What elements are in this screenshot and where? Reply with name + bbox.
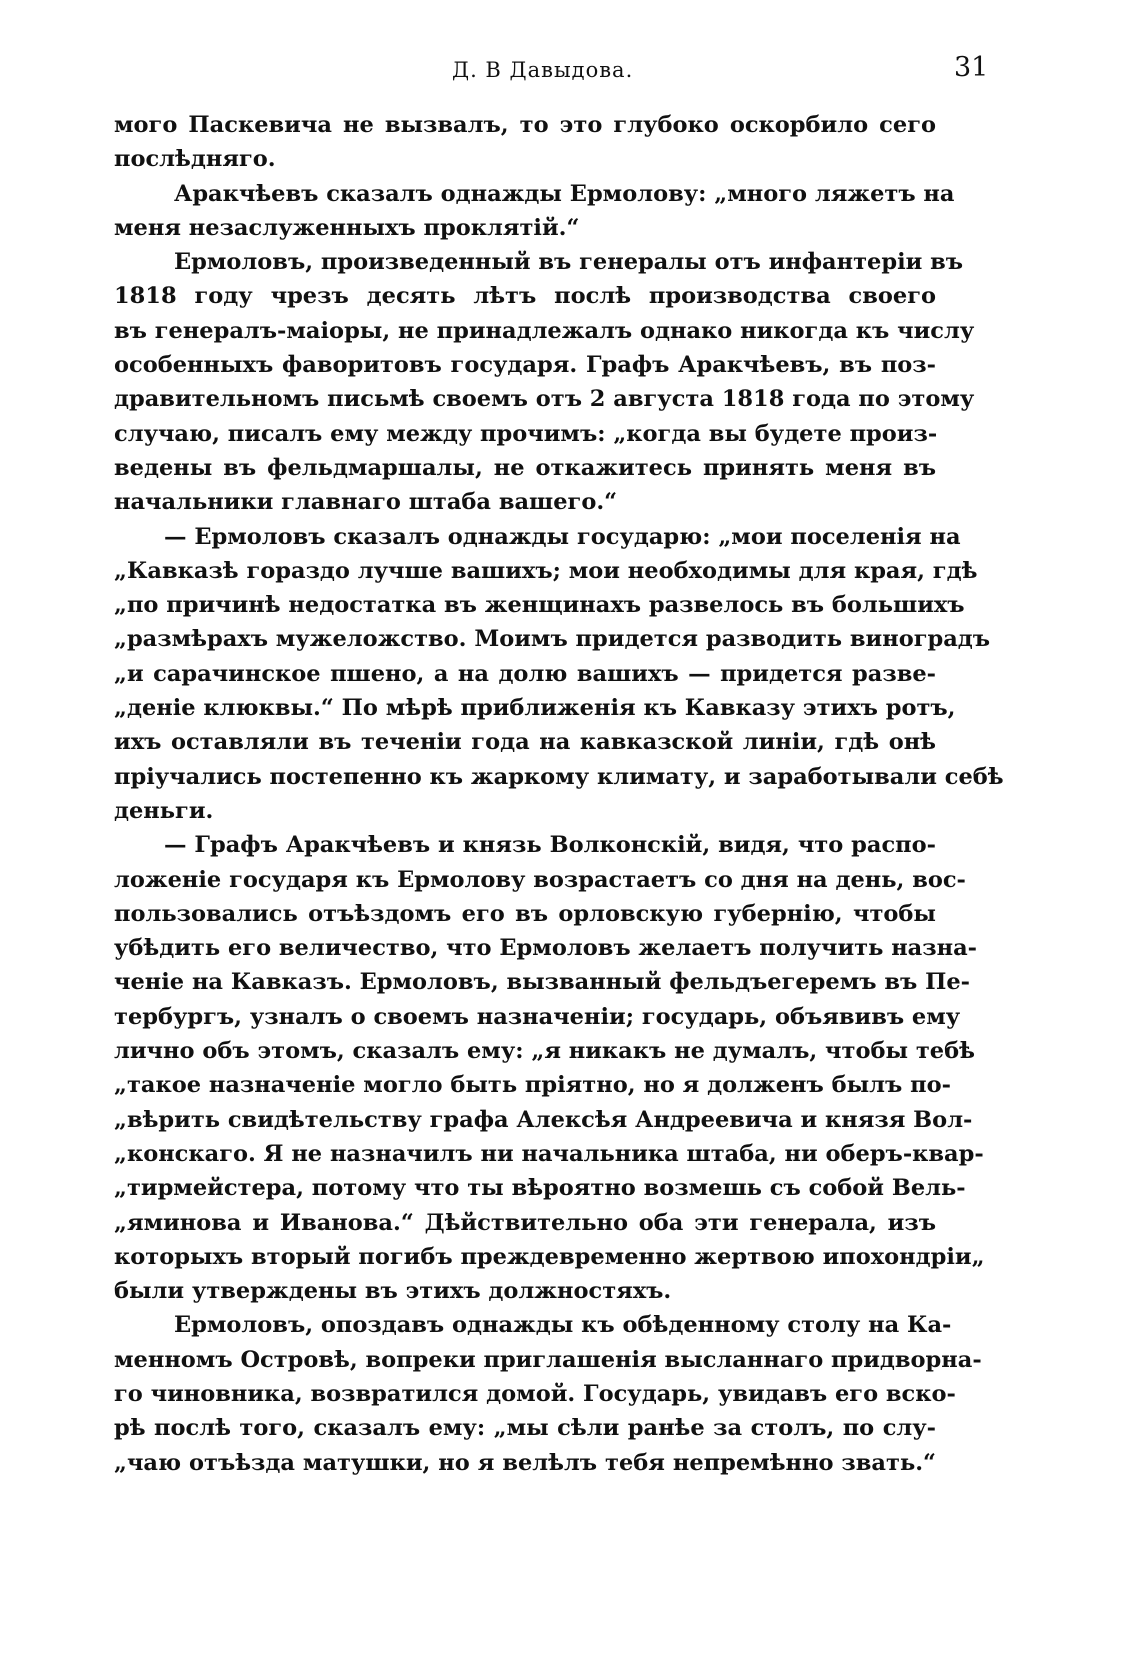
text-line: были утверждены въ этихъ должностяхъ.	[114, 1278, 672, 1305]
paragraph-start-line: Аракчѣевъ сказалъ однажды Ермолову: „много ляжетъ на	[174, 180, 955, 207]
running-title: Д. В Давыдова.	[452, 58, 634, 82]
text-line: случаю, писалъ ему между прочимъ: „когда вы будете произ-	[114, 420, 938, 447]
text-line: ихъ оставляли въ теченіи года на кавказской линіи, гдѣ онѣ	[114, 729, 936, 756]
text-line: „размѣрахъ мужеложство. Моимъ придется разводить виноградъ	[114, 626, 991, 653]
paragraph-start-line: — Графъ Аракчѣевъ и князь Волконскій, видя, что распо-	[164, 832, 936, 859]
text-line: пользовались отъѣздомъ его въ орловскую губернію, чтобы	[114, 900, 936, 927]
text-line: „конскаго. Я не назначилъ ни начальника штаба, ни оберъ-квар-	[114, 1140, 984, 1167]
text-line: го чиновника, возвратился домой. Государь, увидавъ его вско-	[114, 1380, 956, 1407]
text-line: лично объ этомъ, сказалъ ему: „я никакъ не думалъ, чтобы тебѣ	[114, 1038, 975, 1065]
text-line: меня незаслуженныхъ проклятій.“	[114, 214, 580, 241]
paragraph-start-line: — Ермоловъ сказалъ однажды государю: „мои поселенія на	[164, 523, 961, 550]
text-line: деньги.	[114, 797, 214, 824]
text-line: „тирмейстера, потому что ты вѣроятно возмешь съ собой Вель-	[114, 1175, 966, 1202]
text-line: ложеніе государя къ Ермолову возрастаетъ со дня на день, вос-	[114, 866, 966, 893]
text-line: дравительномъ письмѣ своемъ отъ 2 августа 1818 года по этому	[114, 386, 975, 413]
text-line: „деніе клюквы.“ По мѣрѣ приближенія къ Кавказу этихъ ротъ,	[114, 695, 956, 722]
text-line: въ генералъ-маіоры, не принадлежалъ однако никогда къ числу	[114, 317, 975, 344]
text-line: тербургъ, узналъ о своемъ назначеніи; государь, объявивъ ему	[114, 1003, 961, 1030]
text-line: особенныхъ фаворитовъ государя. Графъ Аракчѣевъ, въ поз-	[114, 352, 936, 379]
text-line: „такое назначеніе могло быть пріятно, но я долженъ былъ по-	[114, 1072, 951, 1099]
page-number: 31	[954, 52, 989, 83]
text-line: „Кавказѣ гораздо лучше вашихъ; мои необходимы для края, гдѣ	[114, 557, 978, 584]
text-line: начальники главнаго штаба вашего.“	[114, 489, 618, 516]
text-line: „и сарачинское пшено, а на долю вашихъ — придется разве-	[114, 660, 936, 687]
text-line: „яминова и Иванова.“ Дѣйствительно оба эти генерала, изъ	[114, 1209, 936, 1236]
text-line: „по причинѣ недостатка въ женщинахъ развелось въ большихъ	[114, 592, 965, 619]
paragraph-start-line: Ермоловъ, произведенный въ генералы отъ инфантеріи въ	[174, 249, 964, 276]
text-line: пріучались постепенно къ жаркому климату, и заработывали себѣ	[114, 763, 1004, 790]
text-line: рѣ послѣ того, сказалъ ему: „мы сѣли ранѣе за столъ, по слу-	[114, 1415, 936, 1442]
body-text	[114, 108, 1004, 1480]
paragraph-start-line: Ермоловъ, опоздавъ однажды къ обѣденному столу на Ка-	[174, 1312, 952, 1339]
text-line: послѣдняго.	[114, 146, 276, 173]
text-line: 1818 году чрезъ десять лѣтъ послѣ производства своего	[114, 283, 936, 310]
text-line: ченіе на Кавказъ. Ермоловъ, вызванный фельдъегеремъ въ Пе-	[114, 969, 970, 996]
text-line: убѣдить его величество, что Ермоловъ желаетъ получить назна-	[114, 935, 977, 962]
text-line: менномъ Островѣ, вопреки приглашенія высланнаго придворна-	[114, 1346, 982, 1373]
text-line: „чаю отъѣзда матушки, но я велѣлъ тебя непремѣнно звать.“	[114, 1449, 936, 1476]
text-line: ведены въ фельдмаршалы, не откажитесь принять меня въ	[114, 454, 936, 481]
text-line: мого Паскевича не вызвалъ, то это глубоко оскорбило сего	[114, 112, 936, 138]
text-line: которыхъ вторый погибъ преждевременно жертвою ипохондріи„	[114, 1243, 985, 1270]
text-line: „вѣрить свидѣтельству графа Алексѣя Андреевича и князя Вол-	[114, 1106, 973, 1133]
running-head	[0, 52, 1140, 92]
